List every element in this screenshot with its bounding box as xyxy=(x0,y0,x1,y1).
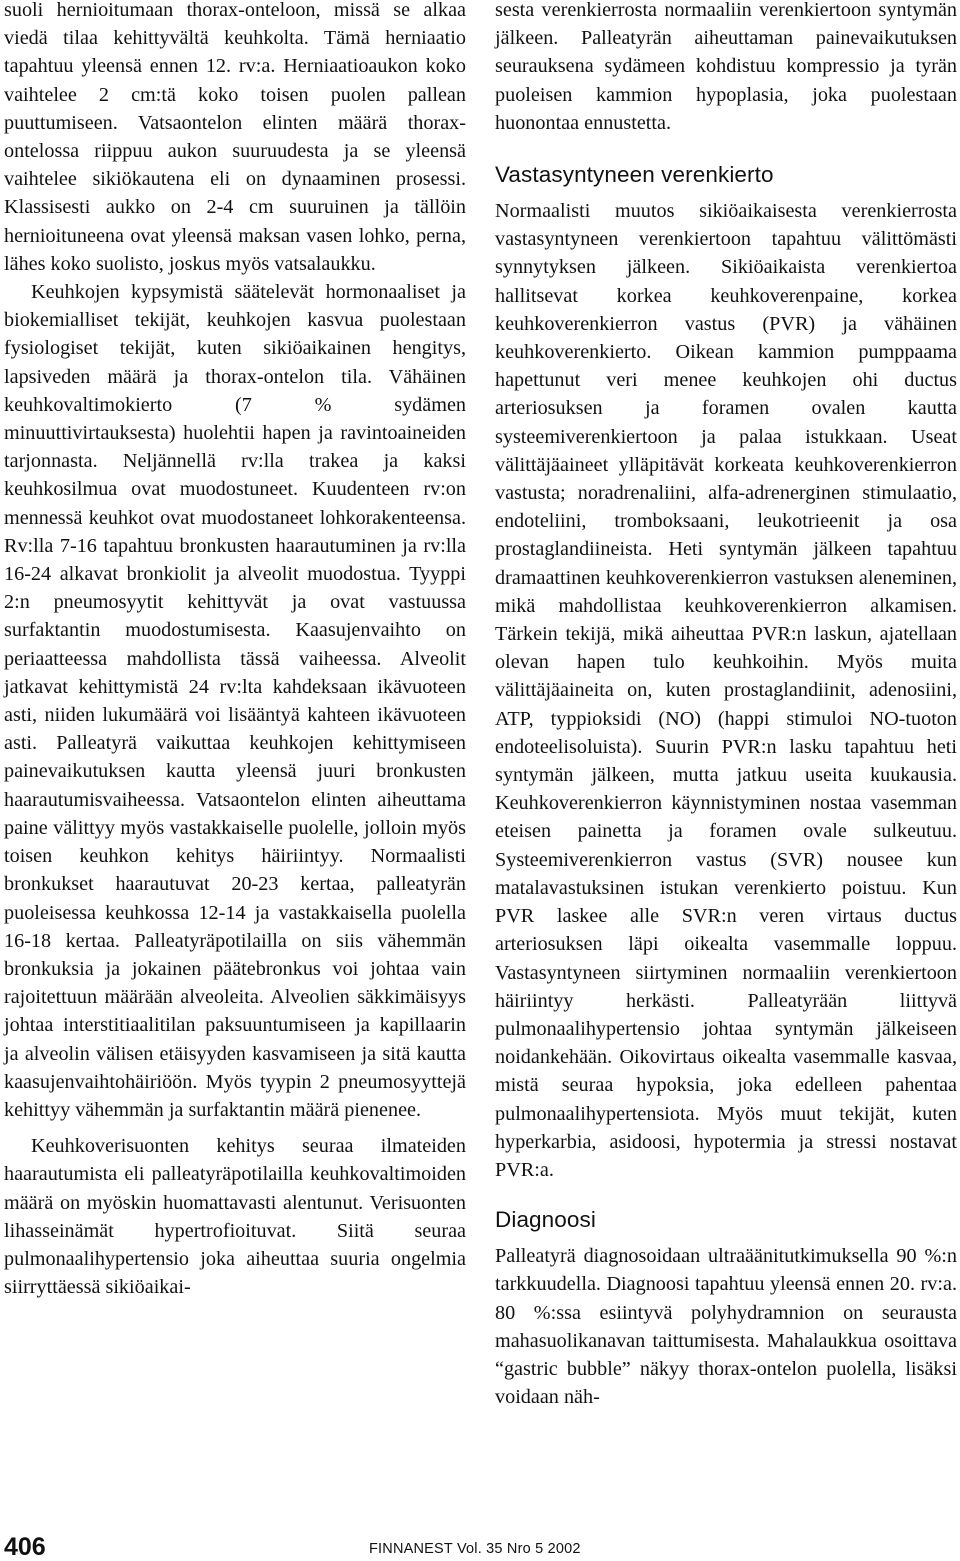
heading-newborn-circulation: Vastasyntyneen verenkierto xyxy=(495,162,774,188)
left-column xyxy=(4,0,466,1301)
paragraph-pulmonary-vessels: Keuhkoverisuonten kehitys seuraa ilmateiden haarautumista eli palleatyräpotilailla keuhkovaltimoiden määrä on myöskin huomattavasti alentunut. Verisuonten lihasseinämät hypertrofioituvat. Siitä seuraa pulmonaalihypertensio joka aiheuttaa suuria ongelmia siirryttäessä sikiöaikai- xyxy=(4,1135,466,1299)
right-column xyxy=(495,0,957,1411)
paragraph-newborn-circulation: Normaalisti muutos sikiöaikaisesta verenkierrosta vastasyntyneen verenkiertoon tapahtuu välittömästi synnytyksen jälkeen. Sikiöaikaista verenkiertoa hallitsevat korkea keuhkoverenpaine, korkea keuhkoverenkierron vastus (PVR) ja vähäinen keuhkoverenkierto. Oikean kammion pumppaama hapettunut veri menee keuhkojen ohi ductus arteriosuksen ja foramen ovalen kautta systeemiverenkiertoon ja palaa istukkaan. Useat välittäjäaineet ylläpitävät korkeata keuhkoverenkierron vastusta; noradrenaliini, alfa-adrenerginen stimulaatio, endoteliini, tromboksaani, leukotrieenit ja osa prostaglandiineista. Heti syntymän jälkeen tapahtuu dramaattinen keuhkoverenkierron vastuksen aleneminen, mikä mahdollistaa keuhkoverenkierron alkamisen. Tärkein tekijä, mikä aiheuttaa PVR:n laskun, ajatellaan olevan hapen tulo keuhkoihin. Myös muita välittäjäaineita on, kuten prostaglandiinit, adenosiini, ATP, typpioksidi (NO) (happi stimuloi NO-tuoton endoteelisoluista). Suurin PVR:n lasku tapahtuu heti syntymän jälkeen, mutta jatkuu useita kuukausia. Keuhkoverenkierron käynnistyminen nostaa vasemman eteisen painetta ja foramen ovale sulkeutuu. Systeemiverenkierron vastus (SVR) nousee kun matalavastuksinen istukan verenkierto poistuu. Kun PVR laskee alle SVR:n veren virtaus ductus arteriosuksen läpi oikealta vasemmalle loppuu. Vastasyntyneen siirtyminen normaaliin verenkiertoon häiriintyy herkästi. Palleatyrään liittyvä pulmonaalihypertensio johtaa syntymän jälkeiseen noidankehään. Oikovirtaus oikealta vasemmalle kasvaa, mistä seuraa hypoksia, joka edelleen pahentaa pulmonaalihypertensiota. Myös muut tekijät, kuten hyperkarbia, asidoosi, hypotermia ja stressi nostavat PVR:a. xyxy=(495,200,957,1181)
page-footer xyxy=(0,1532,960,1561)
paragraph-continuation: sesta verenkierrosta normaaliin verenkiertoon syntymän jälkeen. Palleatyrän aiheuttaman painevaikutuksen seurauksena sydämeen kohdistuu kompressio ja tyrän puoleisen kammion hypoplasia, joka puolestaan huonontaa ennustetta. xyxy=(495,0,957,134)
page-number: 406 xyxy=(4,1533,46,1561)
paragraph-diagnosis: Palleatyrä diagnosoidaan ultraäänitutkimuksella 90 %:n tarkkuudella. Diagnoosi tapahtuu yleensä ennen 20. rv:a. 80 %:ssa esiintyvä polyhydramnion on seurausta mahasuolikanavan taittumisesta. Mahalaukkua osoittava “gastric bubble” näkyy thorax-ontelon puolella, lisäksi voidaan näh- xyxy=(495,1245,957,1409)
paragraph-lung-development: Keuhkojen kypsymistä säätelevät hormonaaliset ja biokemialliset tekijät, keuhkojen kasvua puolestaan fysiologiset tekijät, kuten sikiöaikainen hengitys, lapsiveden määrä ja thorax-ontelon tila. Vähäinen keuhkovaltimokierto (7 % sydämen minuuttivirtauksesta) huolehtii hapen ja ravintoaineiden tarjonnasta. Neljännellä rv:lla trakea ja kaksi keuhkosilmua ovat muodostuneet. Kuudenteen rv:on mennessä keuhkot ovat muodostaneet lohkorakenteensa. Rv:lla 7-16 tapahtuu bronkusten haarautuminen ja rv:lla 16-24 alkavat bronkiolit ja alveolit muodostua. Tyyppi 2:n pneumosyytit kehittyvät ja ovat vastuussa surfaktantin muodostumisesta. Kaasujenvaihto on periaatteessa mahdollista tässä vaiheessa. Alveolit jatkavat kehittymistä 24 rv:lta kahdeksaan ikävuoteen asti, niiden lukumäärä voi lisääntyä kahteen ikävuoteen asti. Palleatyrä vaikuttaa keuhkojen kehittymiseen painevaikutuksen kautta yleensä juuri bronkusten haarautumisvaiheessa. Vatsaontelon elinten aiheuttama paine välittyy myös vastakkaiselle puolelle, jolloin myös toisen keuhkon kehitys häiriintyy. Normaalisti bronkukset haarautuvat 20-23 kertaa, palleatyrän puoleisessa keuhkossa 12-14 ja vastakkaisella puolella 16-18 kertaa. Palleatyräpotilailla on siis vähemmän bronkuksia ja jokainen päätebronkus voi johtaa vain rajoitettuun määrään alveoleita. Alveolien säkkimäisyys johtaa interstitiaalitilan paksuuntumiseen ja kapillaarin ja alveolin välisen etäisyyden kasvamiseen ja sitä kautta kaasujenvaihtohäiriöön. Myös tyypin 2 pneumosyyttejä kehittyy vähemmän ja surfaktantin määrä pienenee. xyxy=(4,281,466,1121)
journal-citation: FINNANEST Vol. 35 Nro 5 2002 xyxy=(369,1541,581,1557)
paragraph-hernia: suoli hernioitumaan thorax-onteloon, missä se alkaa viedä tilaa kehittyvältä keuhkolta. Tämä herniaatio tapahtuu yleensä ennen 12. rv:a. Herniaatioaukon koko vaihtelee 2 cm:tä koko toisen puolen pallean puuttumiseen. Vatsaontelon elinten määrä thorax-ontelossa riippuu aukon suuruudesta ja se yleensä vaihtelee sikiökautena eli on dynaaminen prosessi. Klassisesti aukko on 2-4 cm suuruinen ja tällöin hernioituneena ovat yleensä maksan vasen lohko, perna, lähes koko suolisto, joskus myös vatsalaukku. xyxy=(4,0,466,275)
heading-diagnosis: Diagnoosi xyxy=(495,1207,596,1233)
